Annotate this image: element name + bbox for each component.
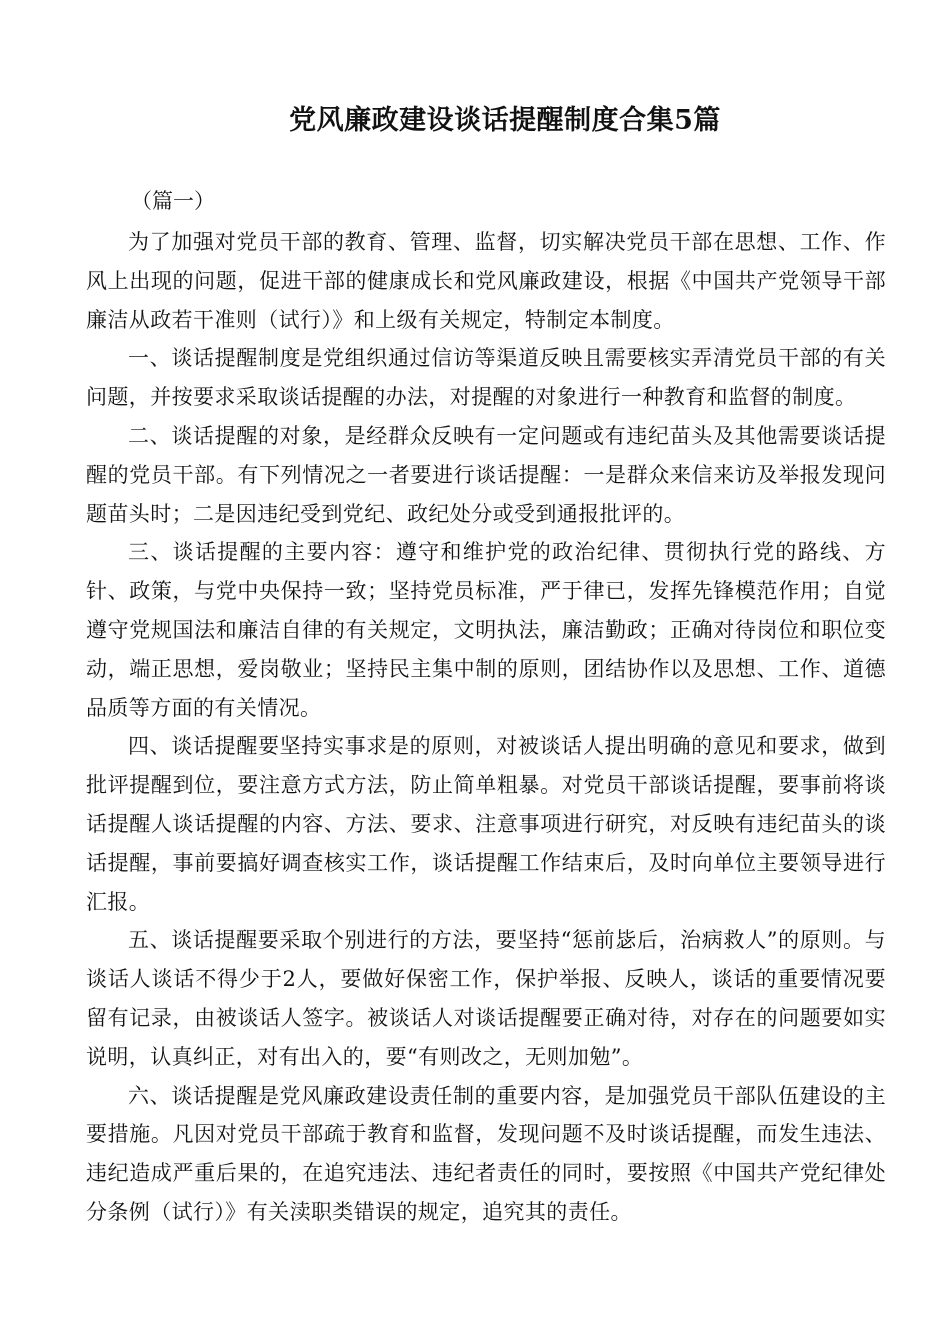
section-label: （篇一） — [131, 189, 215, 213]
paragraph-3: 三、谈话提醒的主要内容：遵守和维护党的政治纪律、贯彻执行党的路线、方针、政策，与党中央保持一致；坚持党员标准，严于律已，发挥先锋模范作用；自觉遵守党规国法和廉洁自律的有关规定，文明执法，廉洁勤政；正确对待岗位和职位变动，端正思想，爱岗敬业；坚持民主集中制的原则，团结协作以及思想、工作、道德品质等方面的有关情况。 — [86, 540, 886, 720]
paragraph-5: 五、谈话提醒要采取个别进行的方法，要坚持“惩前毖后，治病救人”的原则。与谈话人谈话不得少于2人，要做好保密工作，保护举报、反映人，谈话的重要情况要留有记录，由被谈话人签字。被谈话人对谈话提醒要正确对待，对存在的问题要如实说明，认真纠正，对有出入的，要“有则改之，无则加勉”。 — [86, 928, 886, 1069]
paragraph-2: 二、谈话提醒的对象，是经群众反映有一定问题或有违纪苗头及其他需要谈话提醒的党员干部。有下列情况之一者要进行谈话提醒：一是群众来信来访及举报发现问题苗头时；二是因违纪受到党纪、政纪处分或受到通报批评的。 — [86, 423, 886, 526]
paragraph-6: 六、谈话提醒是党风廉政建设责任制的重要内容，是加强党员干部队伍建设的主要措施。凡因对党员干部疏于教育和监督，发现问题不及时谈话提醒，而发生违法、违纪造成严重后果的，在追究违法、违纪者责任的同时，要按照《中国共产党纪律处分条例（试行）》有关渎职类错误的规定，追究其的责任。 — [86, 1083, 886, 1224]
document-title: 党风廉政建设谈话提醒制度合集5篇 — [289, 105, 721, 136]
paragraph-intro: 为了加强对党员干部的教育、管理、监督，切实解决党员干部在思想、工作、作风上出现的问题，促进干部的健康成长和党风廉政建设，根据《中国共产党领导干部廉洁从政若干准则（试行）》和上级有关规定，特制定本制度。 — [86, 230, 886, 332]
paragraph-4: 四、谈话提醒要坚持实事求是的原则，对被谈话人提出明确的意见和要求，做到批评提醒到位，要注意方式方法，防止简单粗暴。对党员干部谈话提醒，要事前将谈话提醒人谈话提醒的内容、方法、要求、注意事项进行研究，对反映有违纪苗头的谈话提醒，事前要搞好调查核实工作，谈话提醒工作结束后，及时向单位主要领导进行汇报。 — [86, 734, 886, 914]
paragraph-1: 一、谈话提醒制度是党组织通过信访等渠道反映且需要核实弄清党员干部的有关问题，并按要求采取谈话提醒的办法，对提醒的对象进行一种教育和监督的制度。 — [86, 346, 886, 410]
document-body — [86, 223, 886, 1232]
